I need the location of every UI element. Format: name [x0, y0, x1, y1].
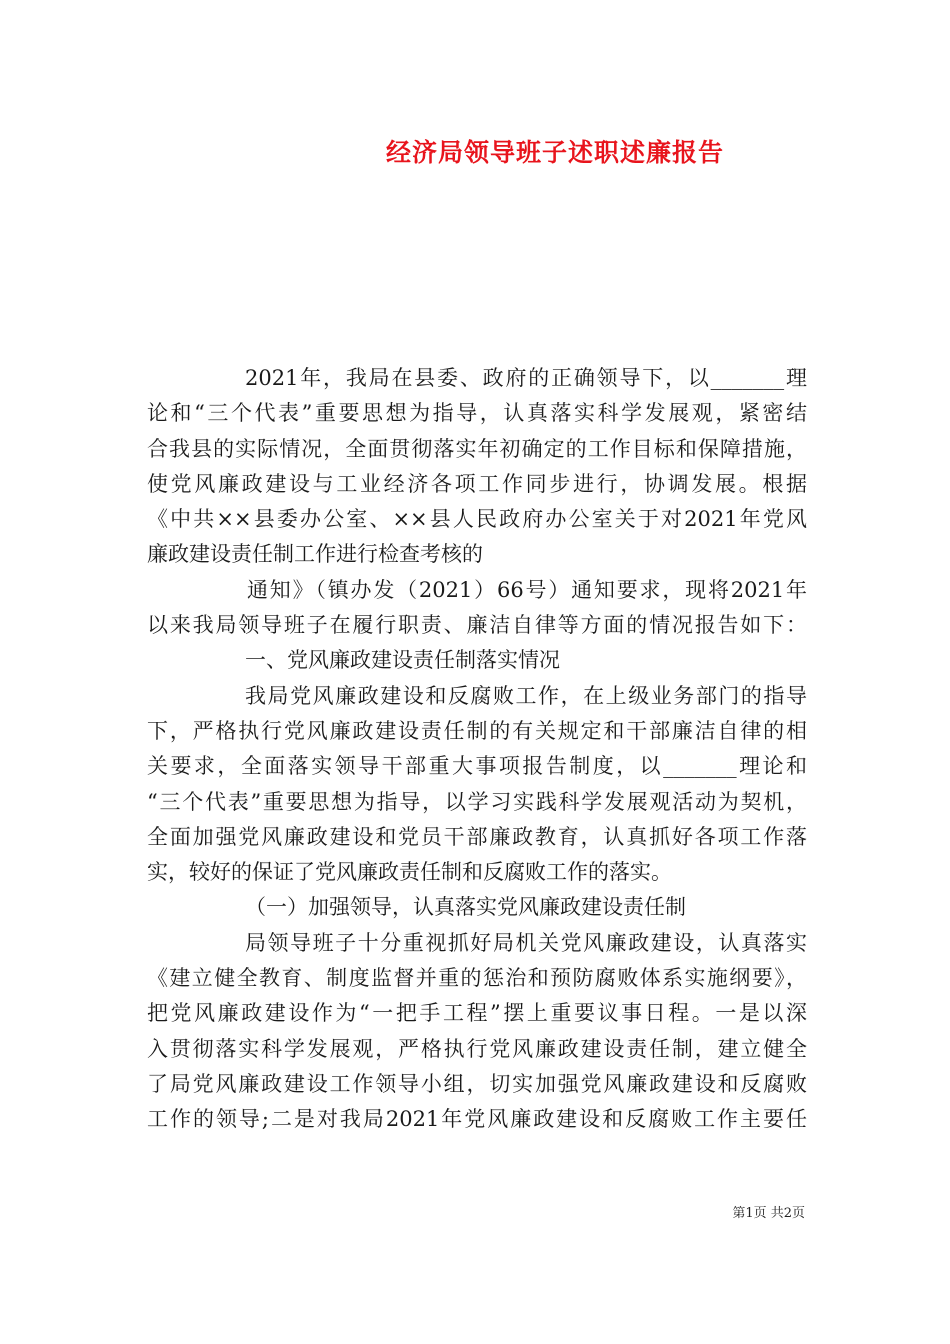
text-line: 《中共××县委办公室、××县人民政府办公室关于对2021年党风: [147, 507, 807, 532]
text-line: 了局党风廉政建设工作领导小组，切实加强党风廉政建设和反腐败: [147, 1071, 807, 1096]
text-line: 《建立健全教育、制度监督并重的惩治和预防腐败体系实施纲要》，: [147, 966, 807, 991]
page-number: 第1页 共2页: [732, 1206, 805, 1221]
text-line: 下，严格执行党风廉政建设责任制的有关规定和干部廉洁自律的相: [147, 718, 807, 743]
text-line: 工作的领导;二是对我局2021年党风廉政建设和反腐败工作主要任: [147, 1107, 807, 1132]
text-line: 关要求，全面落实领导干部重大事项报告制度，以_______理论和: [147, 754, 807, 779]
text-line: 我局党风廉政建设和反腐败工作，在上级业务部门的指导: [245, 683, 807, 708]
text-line: 以来我局领导班子在履行职责、廉洁自律等方面的情况报告如下：: [147, 613, 807, 638]
text-line: “三个代表”重要思想为指导，以学习实践科学发展观活动为契机，: [147, 789, 807, 814]
text-line: 入贯彻落实科学发展观，严格执行党风廉政建设责任制，建立健全: [147, 1036, 807, 1061]
text-line: 论和“三个代表”重要思想为指导，认真落实科学发展观，紧密结: [147, 401, 807, 426]
document-body: [147, 361, 807, 1138]
text-line: 合我县的实际情况，全面贯彻落实年初确定的工作目标和保障措施，: [147, 436, 807, 461]
text-line: 局领导班子十分重视抓好局机关党风廉政建设，认真落实: [245, 930, 807, 955]
text-line: 使党风廉政建设与工业经济各项工作同步进行，协调发展。根据: [147, 471, 807, 496]
text-line: 实，较好的保证了党风廉政责任制和反腐败工作的落实。: [147, 860, 672, 885]
text-line: 2021年，我局在县委、政府的正确领导下，以_______理: [245, 366, 807, 390]
document-title: 经济局领导班子述职述廉报告: [385, 138, 724, 167]
section-heading: 一、党风廉政建设责任制落实情况: [245, 648, 560, 673]
text-line: 通知》（镇办发（2021）66号）通知要求，现将2021年: [247, 577, 807, 602]
subsection-heading: （一）加强领导，认真落实党风廉政建设责任制: [245, 895, 686, 920]
text-line: 廉政建设责任制工作进行检查考核的: [147, 542, 483, 567]
text-line: 全面加强党风廉政建设和党员干部廉政教育，认真抓好各项工作落: [147, 824, 807, 849]
text-line: 把党风廉政建设作为“一把手工程”摆上重要议事日程。一是以深: [147, 1001, 807, 1026]
